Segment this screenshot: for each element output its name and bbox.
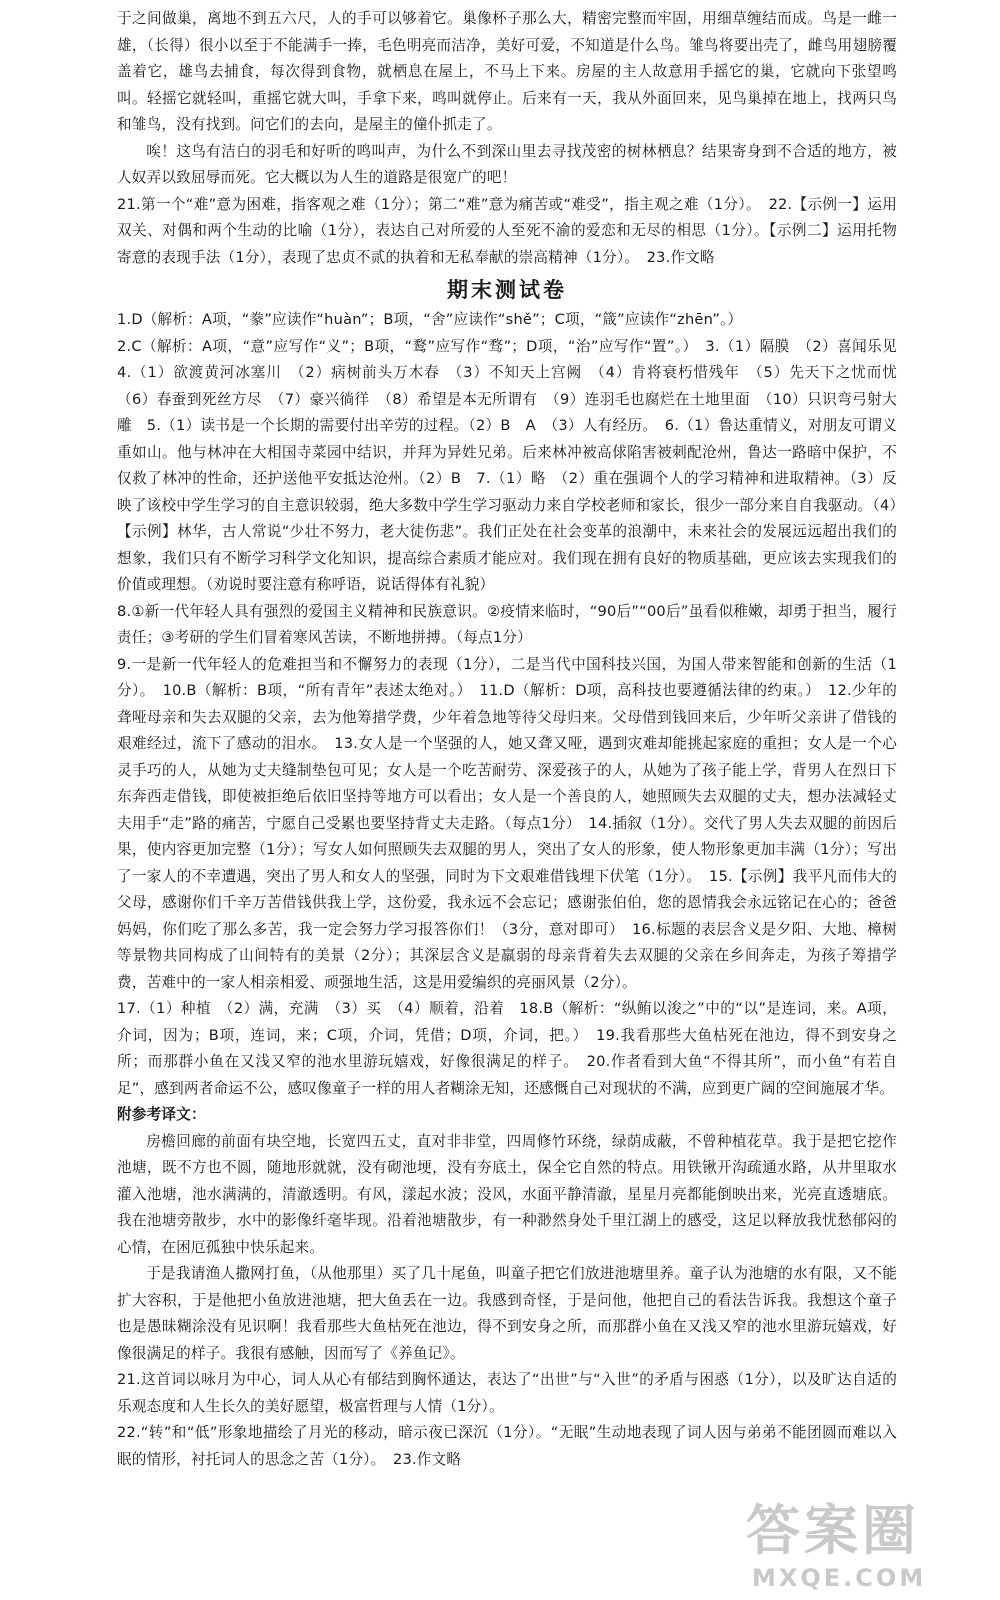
passage-paragraph-1: 于之间做巢，离地不到五六尺，人的手可以够着它。巢像杯子那么大，精密完整而牢固，用细草缠结而成。鸟是一雌一雄，（长得）很小以至于不能满手一捧，毛色明亮而洁净，美好可爱，不知道是什么鸟。雏鸟将要出壳了，雌鸟用翅膀覆盖着它，雄鸟去捕食，每次得到食物，就栖息在屋上，不马上下来。房屋的主人故意用手摇它的巢，它就向下张望鸣叫。轻摇它就轻叫，重摇它就大叫，手拿下来，鸣叫就停止。后来有一天，我从外面回来，见鸟巢掉在地上，找两只鸟和雏鸟，没有找到。问它们的去向，是屋主的僮仆抓走了。 xyxy=(117,10,897,133)
translation-paragraph-2: 于是我请渔人撒网打鱼，（从他那里）买了几十尾鱼，叫童子把它们放进池塘里养。童子认为池塘的水有限，又不能扩大容积，于是他把小鱼放进池塘，把大鱼丢在一边。我感到奇怪，于是问他，他把自己的看法告诉我。我想这个童子也是愚昧糊涂没有见识啊！我看那些大鱼枯死在池边，得不到安身之所，而那群小鱼在又浅又窄的池水里游玩嬉戏，好像很满足的样子。我很有感触，因而写了《养鱼记》。 xyxy=(117,1265,897,1362)
section-title: 期末测试卷 xyxy=(447,278,567,302)
answer-block-21: 21.这首词以咏月为中心，词人从心有郁结到胸怀通达，表达了“出世”与“入世”的矛盾与困惑（1分），以及旷达自适的乐观态度和人生长久的美好愿望，极富哲理与人情（1分）。 xyxy=(117,1371,897,1415)
translation-paragraph-1: 房檐回廊的前面有块空地，长宽四五丈，直对非非堂，四周修竹环绕，绿荫成蔽，不曾种植花草。我于是把它挖作池塘，既不方也不圆，随地形就就，没有砌池埂，没有夯底土，保全它自然的特点。用铁锹开沟疏通水路，从井里取水灌入池塘，池水满满的，清澈透明。有风，漾起水波；没风，水面平静清澈，星星月亮都能倒映出来，光亮直透塘底。我在池塘旁散步，水中的影像纤毫毕现。沿着池塘散步，有一种渺然身处千里江湖上的感受，这足以释放我忧愁郁闷的心情，在困厄孤独中快乐起来。 xyxy=(117,1132,897,1256)
answer-block-8: 8.①新一代年轻人具有强烈的爱国主义精神和民族意识。②疫情来临时，“90后”“00后”虽看似稚嫩，却勇于担当，履行责任；③考研的学生们冒着寒风苦读，不断地拼搏。（每点1分） xyxy=(117,602,897,646)
translation-label: 附参考译文： xyxy=(117,1106,206,1123)
answers-previous-section: 21.第一个“难”意为困难，指客观之难（1分）；第二“难”意为痛苦或“难受”，指主观之难（1分）。 22.【示例一】运用双关、对偶和两个生动的比喻（1分），表达自己对所爱的人至死不渝的爱恋和无尽的相思（1分）。【示例二】运用托物寄意的表现手法（1分），表现了忠贞不贰的执着和无私奉献的崇高精神（1分）。 23.作文略 xyxy=(117,195,897,266)
watermark-logo: 答案圈 xyxy=(746,1499,920,1562)
answer-block-1: 1.D（解析：A项，“豢”应读作“huàn”；B项，“舍”应读作“shě”；C项，“箴”应读作“zhēn”。） xyxy=(117,311,743,328)
site-watermark xyxy=(742,1500,972,1592)
watermark-url: MXQE.COM xyxy=(752,1564,927,1592)
answer-page xyxy=(117,6,912,1473)
passage-paragraph-2: 唉！这鸟有洁白的羽毛和好听的鸣叫声，为什么不到深山里去寻找茂密的树林栖息？结果寄身到不合适的地方，被人奴弄以致屈辱而死。它大概以为人生的道路是很宽广的吧！ xyxy=(117,142,897,186)
answer-block-17: 17.（1）种植 （2）满，充满 （3）买 （4）顺着，沿着 18.B（解析：“纵鲔以浚之”中的“以”是连词，来。A项，介词，因为；B项，连词，来；C项，介词，凭借；D项，介词，把。） 19.我看那些大鱼枯死在池边，得不到安身之所；而那群小鱼在又浅又窄的池水里游玩嬉戏，好像很满足的样子。 20.作者看到大鱼“不得其所”，而小鱼“有若自足”，感到两者命运不公，感叹像童子一样的用人者糊涂无知，还感慨自己对现状的不满，应到更广阔的空间施展才华。 xyxy=(117,1000,897,1097)
answer-block-22: 22.“转”和“低”形象地描绘了月光的移动，暗示夜已深沉（1分）。“无眠”生动地表现了词人因与弟弟不能团圆而难以入眠的情形，衬托词人的思念之苦（1分）。 23.作文略 xyxy=(117,1424,897,1468)
answer-block-2: 2.C（解析：A项，“意”应写作“义”；B项，“鹜”应写作“骛”；D项，“治”应写作“置”。） 3.（1）隔膜 （2）喜闻乐见 4.（1）欲渡黄河冰塞川 （2）病树前头万木春 （3）不知天上宫阙 （4）肯将衰朽惜残年 （5）先天下之忧而忧 （6）春蚕到死丝方尽 （7）豪兴徜徉 （8）希望是本无所谓有 （9）连羽毛也腐烂在土地里面 （10）只识弯弓射大雕 5.（1）读书是一个长期的需要付出辛劳的过程。（2）B A （3）人有经历。 6.（1）鲁达重情义，对朋友可谓义重如山。他与林冲在大相国寺菜园中结识，并拜为异姓兄弟。后来林冲被高俅陷害被刺配沧州，鲁达一路暗中保护，不仅救了林冲的性命，还护送他平安抵达沧州。（2）B 7.（1）略 （2）重在强调个人的学习精神和进取精神。（3）反映了该校中学生学习的自主意识较弱，绝大多数中学生学习驱动力来自学校老师和家长，很少一部分来自自我驱动。（4）【示例】林华，古人常说“少壮不努力，老大徒伤悲”。我们正处在社会变革的浪潮中，未来社会的发展远远超出我们的想象，我们只有不断学习科学文化知识，提高综合素质才能应对。我们现在拥有良好的物质基础，更应该去实现我们的价值或理想。（劝说时要注意有称呼语，说话得体有礼貌） xyxy=(117,337,912,593)
answer-block-9: 9.一是新一代年轻人的危难担当和不懈努力的表现（1分），二是当代中国科技兴国，为国人带来智能和创新的生活（1分）。 10.B（解析：B项，“所有青年”表述太绝对。） 11.D（解析：D项，高科技也要遵循法律的约束。） 12.少年的聋哑母亲和失去双腿的父亲，去为他筹措学费，少年着急地等待父母归来。父母借到钱回来后，少年听父亲讲了借钱的艰难经过，流下了感动的泪水。 13.女人是一个坚强的人，她又聋又哑，遇到灾难却能挑起家庭的重担；女人是一个心灵手巧的人，从她为丈夫缝制垫包可见；女人是一个吃苦耐劳、深爱孩子的人，从她为了孩子能上学，背男人在烈日下东奔西走借钱，即使被拒绝后依旧坚持等地方可以看出；女人是一个善良的人，她照顾失去双腿的丈夫，想办法减轻丈夫用手“走”路的痛苦，宁愿自己受累也要坚持背丈夫走路。（每点1分） 14.插叙（1分）。交代了男人失去双腿的前因后果，使内容更加完整（1分）；写女人如何照顾失去双腿的男人，突出了女人的形象，使人物形象更加丰满（1分）；写出了一家人的不幸遭遇，突出了男人和女人的坚强，同时为下文艰难借钱埋下伏笔（1分）。 15.【示例】我平凡而伟大的父母，感谢你们千辛万苦借钱供我上学，这份爱，我永远不会忘记；感谢张伯伯，您的恩情我会永远铭记在心的；爸爸妈妈，你们吃了那么多苦，我一定会努力学习报答你们！（3分，意对即可） 16.标题的表层含义是夕阳、大地、樟树等景物共同构成了山间特有的美景（2分）；其深层含义是羸弱的母亲背着失去双腿的父亲在乡间奔走，为孩子筹措学费，苦难中的一家人相亲相爱、顽强地生活，这是用爱编织的亮丽风景（2分）。 xyxy=(117,655,897,991)
